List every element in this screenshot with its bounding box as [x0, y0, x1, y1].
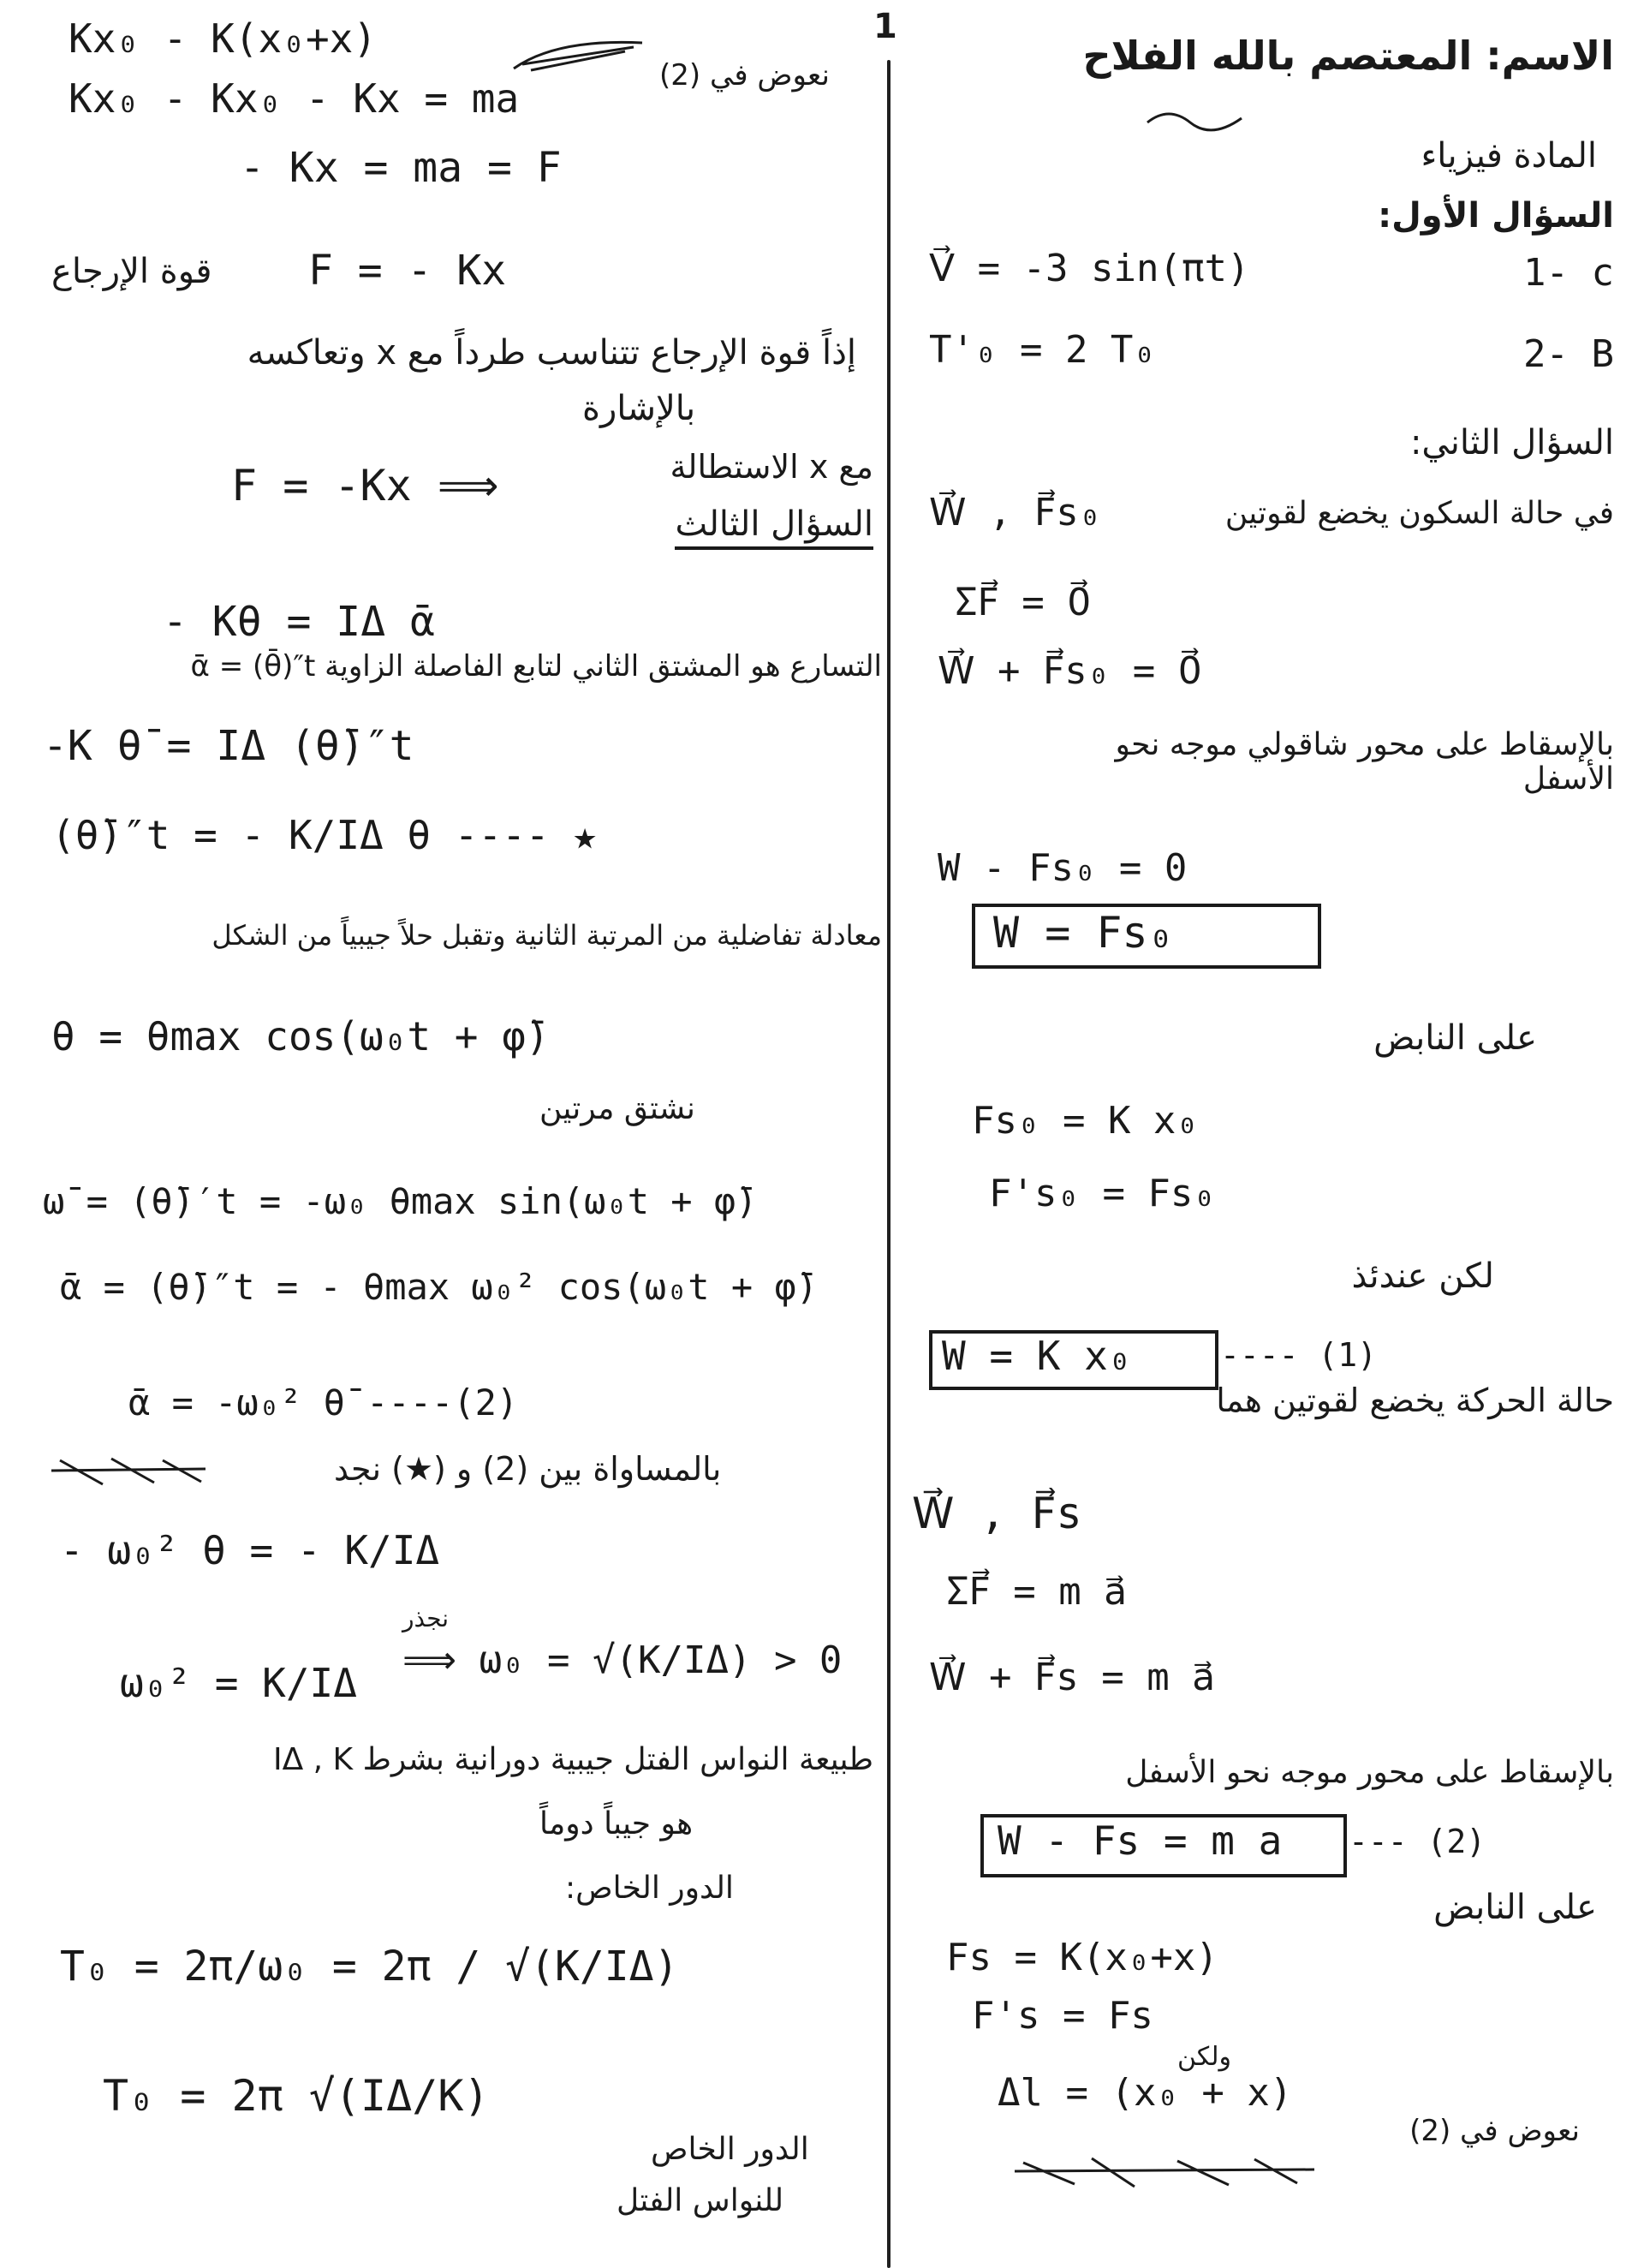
q1-num-2: 2- B	[1523, 332, 1614, 376]
q2-forces-rest: W⃗ , F⃗s₀	[929, 491, 1102, 534]
spring-label-2: على النابض	[1433, 1888, 1597, 1927]
boxed-equation-2-text: W = K x₀	[942, 1333, 1132, 1379]
omega-result: ⟹ ω₀ = √(K/IΔ) > 0	[402, 1638, 843, 1682]
crossed-out-scribble-top	[505, 34, 651, 77]
angular-acceleration-eq: ᾱ = (θ̄)″t = - θmax ω₀² cos(ω₀t + φ̄)	[60, 1266, 819, 1308]
substitute-note: نعوض في (2)	[1409, 2114, 1580, 2148]
omega-eq: ω₀² = K/IΔ	[120, 1660, 357, 1706]
q2-vector-eq: W⃗ + F⃗s₀ = 0⃗	[938, 649, 1202, 693]
spring-force-eq: F's₀ = Fs₀	[989, 1172, 1216, 1215]
acceleration-definition: التسارع هو المشتق الثاني لتابع الفاصلة الزاوية ᾱ = (θ̄)″t	[190, 649, 882, 683]
left-eq-1: Kx₀ - K(x₀+x)	[68, 15, 378, 62]
spring-force-eq-2: F's = Fs	[972, 1994, 1153, 2038]
right-column	[903, 0, 1631, 2268]
boxed-equation-3-tag: --- (2)	[1349, 1823, 1486, 1860]
spring-label-1: على النابض	[1373, 1018, 1537, 1058]
derive-twice-text: نشتق مرتين	[539, 1091, 695, 1126]
q2-projection-text: بالإسقاط على محور شاقولي موجه نحو الأسفل	[1115, 727, 1614, 797]
q2-scalar-eq: W - Fs₀ = 0	[938, 846, 1188, 890]
pendulum-nature-text: طبيعة النواس الفتل جيبية دورانية بشرط IΔ , K	[272, 1742, 873, 1777]
solution-eq: θ = θmax cos(ω₀t + φ̄)	[51, 1013, 550, 1059]
angular-velocity-eq: ω̄ = (θ̄)′t = -ω₀ θmax sin(ω₀t + φ̄)	[43, 1180, 758, 1222]
spring-force-2: Fs = K(x₀+x)	[946, 1936, 1218, 1979]
restoring-force-eq: F = - Kx	[308, 247, 507, 295]
period-eq-final: T₀ = 2π √(IΔ/K)	[103, 2071, 490, 2121]
torsion-eq-1: - Kθ = IΔ ᾱ	[163, 598, 435, 646]
q2-title: السؤال الثاني:	[1409, 423, 1614, 463]
proper-period-note-2: للنواس الفتل	[616, 2183, 784, 2218]
differential-eq: (θ̄)″t = - K/IΔ θ ---- ★	[51, 812, 597, 858]
restoring-force-label: قوة الإرجاع	[51, 252, 212, 291]
root-note: نجذر	[402, 1604, 450, 1632]
q2-rest-text: في حالة السكون يخضع لقوتين	[1224, 496, 1614, 531]
differential-eq-text: معادلة تفاضلية من المرتبة الثانية وتقبل حلاً جيبياً من الشكل	[211, 919, 882, 952]
force-direction-eq: F = -Kx ⟹	[231, 461, 499, 510]
omega-squared-eq: - ω₀² θ = - K/IΔ	[60, 1527, 440, 1573]
and-but-text: ولكن	[1177, 2042, 1232, 2072]
motion-projection-text: بالإسقاط على محور موجه نحو الأسفل	[1125, 1755, 1614, 1790]
q2-sum-forces: ΣF⃗ = 0⃗	[955, 581, 1092, 624]
boxed-equation-1-text: W = Fs₀	[993, 908, 1174, 958]
spring-force-1: Fs₀ = K x₀	[972, 1099, 1199, 1143]
boxed-equation-3-text: W - Fs = m a	[998, 1817, 1283, 1864]
elongation-eq: Δl = (x₀ + x)	[998, 2071, 1293, 2115]
proper-period-note-1: الدور الخاص	[651, 2132, 809, 2167]
left-eq-2: Kx₀ - Kx₀ - Kx = ma	[68, 75, 520, 122]
q3-title: السؤال الثالث	[675, 505, 873, 550]
torsion-eq-2: -K θ̄ = IΔ (θ̄)″t	[43, 722, 414, 770]
equality-text: بالمساواة بين (2) و (★) نجد	[334, 1450, 722, 1488]
column-divider	[887, 60, 890, 2268]
motion-vector-eq: W⃗ + F⃗s = m a⃗	[929, 1656, 1216, 1699]
by-sign-text: بالإشارة	[582, 389, 696, 428]
crossed-out-scribble	[1006, 2146, 1331, 2197]
page-number: 1	[873, 7, 897, 46]
proper-period-label: الدور الخاص:	[565, 1871, 734, 1906]
left-substitute-note: نعوض في (2)	[659, 58, 830, 93]
q1-answer-2: T'₀ = 2 T₀	[929, 328, 1156, 372]
but-then-text: لكن عندئذ	[1351, 1256, 1494, 1296]
with-elongation-text: مع x الاستطالة	[670, 448, 873, 486]
q1-answer-1: V⃗ = -3 sin(πt)	[929, 247, 1250, 290]
header-name: الاسم: المعتصم بالله الفلاح	[1082, 33, 1614, 79]
acceleration-relation: ᾱ = -ω₀² θ̄ ----(2)	[128, 1382, 519, 1423]
motion-state-text: حالة الحركة يخضع لقوتين هما	[1216, 1382, 1614, 1419]
always-sinusoidal-text: هو جيباً دوماً	[539, 1806, 694, 1841]
q1-num-1: 1- c	[1523, 251, 1614, 295]
left-column	[26, 0, 882, 2268]
name-underline-scribble	[1143, 101, 1246, 135]
motion-sum-forces: ΣF⃗ = m a⃗	[946, 1570, 1128, 1614]
left-eq-3: - Kx = ma = F	[240, 144, 562, 192]
q1-title: السؤال الأول:	[1378, 196, 1614, 236]
boxed-equation-2-tag: ---- (1)	[1220, 1336, 1378, 1374]
header-subject: المادة فيزياء	[1421, 136, 1597, 176]
restoring-force-conclusion: إذاً قوة الإرجاع تتناسب طرداً مع x وتعاكسه	[247, 333, 856, 373]
crossed-out-scribble-mid	[43, 1452, 214, 1490]
period-eq-1: T₀ = 2π/ω₀ = 2π / √(K/IΔ)	[60, 1943, 679, 1990]
motion-forces: W⃗ , F⃗s	[912, 1489, 1082, 1538]
